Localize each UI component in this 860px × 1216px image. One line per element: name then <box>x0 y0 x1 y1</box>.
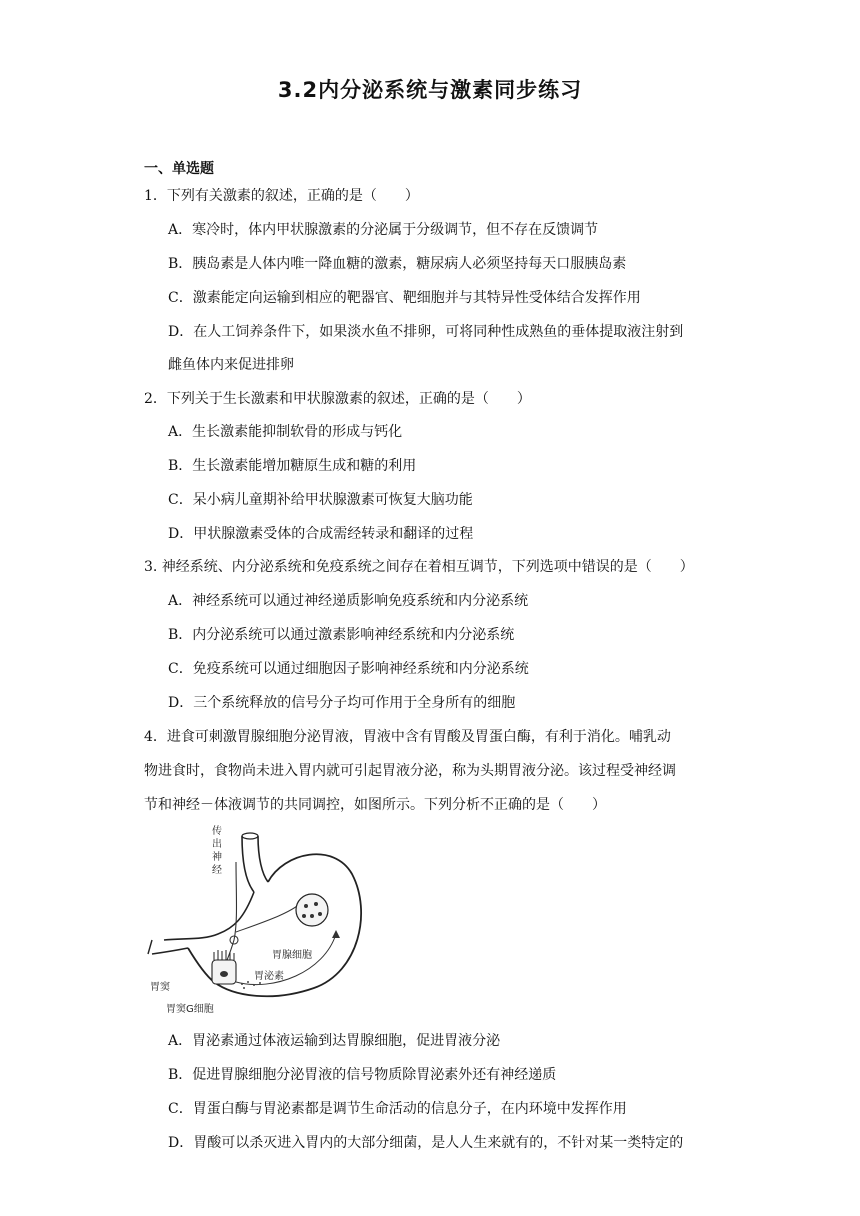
gland-nucleus <box>314 902 318 906</box>
question-2-option-b: B．生长激素能增加糖原生成和糖的利用 <box>168 458 417 474</box>
nerve-branch <box>236 900 304 932</box>
gastric-gland-cell-label: 胃腺细胞 <box>272 950 312 961</box>
gland-nucleus <box>318 912 322 916</box>
duodenum-outline <box>152 948 188 954</box>
stomach-inner-curve <box>164 892 254 940</box>
question-3-option-b: B．内分泌系统可以通过激素影响神经系统和内分泌系统 <box>168 627 515 643</box>
gastrin-dot <box>253 984 255 986</box>
question-4-option-a: A．胃泌素通过体液运输到达胃腺细胞，促进胃液分泌 <box>168 1033 501 1049</box>
question-2-option-d: D．甲状腺激素受体的合成需经转录和翻译的过程 <box>168 526 474 542</box>
esophagus-outline <box>258 836 268 882</box>
gastrin-dot <box>259 982 261 984</box>
duodenum-end <box>148 940 152 954</box>
stomach-diagram <box>144 822 374 1018</box>
nerve-label-1: 传 <box>212 826 222 837</box>
question-4-option-d: D．胃酸可以杀灭进入胃内的大部分细菌，是人人生来就有的，不针对某一类特定的 <box>168 1135 684 1151</box>
page-title: 3.2内分泌系统与激素同步练习 <box>277 78 583 102</box>
question-3-option-d: D．三个系统释放的信号分子均可作用于全身所有的细胞 <box>168 695 516 711</box>
question-4-stem-line-3: 节和神经－体液调节的共同调控，如图所示。下列分析不正确的是（ ） <box>144 797 606 813</box>
question-1-option-c: C．激素能定向运输到相应的靶器官、靶细胞并与其特异性受体结合发挥作用 <box>168 290 641 306</box>
question-3-option-c: C．免疫系统可以通过细胞因子影响神经系统和内分泌系统 <box>168 661 529 677</box>
question-4-option-c: C．胃蛋白酶与胃泌素都是调节生命活动的信息分子，在内环境中发挥作用 <box>168 1101 627 1117</box>
question-3-option-a: A．神经系统可以通过神经递质影响免疫系统和内分泌系统 <box>168 593 529 609</box>
question-1-option-a: A．寒冷时，体内甲状腺激素的分泌属于分级调节，但不存在反馈调节 <box>168 222 599 238</box>
question-1-stem: 1．下列有关激素的叙述，正确的是（ ） <box>144 188 419 204</box>
question-3-stem: 3. 神经系统、内分泌系统和免疫系统之间存在着相互调节，下列选项中错误的是（ ） <box>144 559 694 575</box>
gland-nucleus <box>302 914 306 918</box>
question-1-option-d-continued: 雌鱼体内来促进排卵 <box>168 357 294 373</box>
section-heading: 一、单选题 <box>144 161 214 177</box>
question-2-stem: 2．下列关于生长激素和甲状腺激素的叙述，正确的是（ ） <box>144 391 531 407</box>
gland-nucleus <box>310 914 314 918</box>
gastrin-dot <box>241 983 243 985</box>
nerve-label-3: 神 <box>212 852 222 863</box>
g-cell-nucleus <box>220 971 228 977</box>
esophagus-outline <box>242 836 254 892</box>
gland-nucleus <box>304 904 308 908</box>
question-1-option-b: B．胰岛素是人体内唯一降血糖的激素，糖尿病人必须坚持每天口服胰岛素 <box>168 256 627 272</box>
question-4-stem-line-1: 4．进食可刺激胃腺细胞分泌胃液，胃液中含有胃酸及胃蛋白酶，有利于消化。哺乳动 <box>144 729 671 745</box>
question-2-option-a: A．生长激素能抑制软骨的形成与钙化 <box>168 424 403 440</box>
gastrin-dot <box>243 987 245 989</box>
gastrin-arrowhead <box>332 930 340 938</box>
esophagus-opening <box>242 833 258 839</box>
question-2-option-c: C．呆小病儿童期补给甲状腺激素可恢复大脑功能 <box>168 492 473 508</box>
microvilli <box>214 950 234 960</box>
question-4-option-b: B．促进胃腺细胞分泌胃液的信号物质除胃泌素外还有神经递质 <box>168 1067 557 1083</box>
gastrin-dot <box>247 981 249 983</box>
question-4-stem-line-2: 物进食时，食物尚未进入胃内就可引起胃液分泌，称为头期胃液分泌。该过程受神经调 <box>144 763 676 779</box>
gastric-gland-cell <box>296 894 328 926</box>
question-1-option-d: D．在人工饲养条件下，如果淡水鱼不排卵，可将同种性成熟鱼的垂体提取液注射到 <box>168 324 684 340</box>
nerve-label-2: 出 <box>212 839 222 850</box>
nerve-label-4: 经 <box>212 865 222 876</box>
gastrin-label: 胃泌素 <box>254 971 284 982</box>
antrum-label: 胃窦 <box>150 982 170 993</box>
g-cell-label: 胃窦G细胞 <box>166 1004 214 1015</box>
